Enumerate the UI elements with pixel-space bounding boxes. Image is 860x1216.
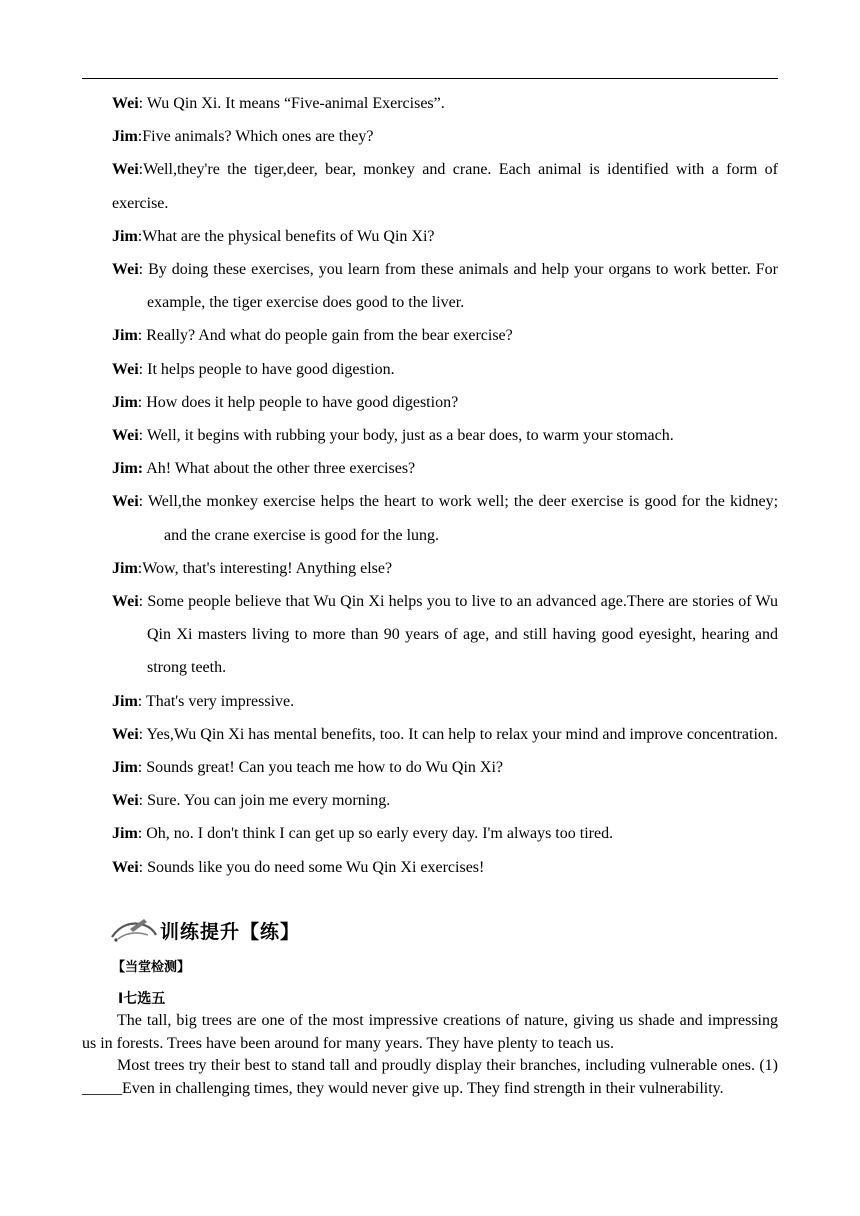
dialogue-text: How does it help people to have good digestion?: [146, 393, 459, 411]
dialogue-text: Five animals? Which ones are they?: [142, 128, 374, 146]
speaker-name: Wei: [112, 427, 139, 445]
section-header: [110, 912, 300, 948]
dialogue-line: [112, 685, 778, 718]
speaker-name: Wei: [112, 725, 139, 743]
dialogue-text: Wu Qin Xi. It means “Five-animal Exercises”.: [146, 95, 445, 112]
dialogue-text: Ah! What about the other three exercises?: [146, 460, 416, 478]
speaker-separator: :: [138, 725, 147, 743]
dialogue-line: [112, 120, 778, 153]
speaker-separator: :: [138, 427, 147, 445]
speaker-separator: :: [137, 227, 143, 245]
speaker-separator: :: [138, 360, 148, 378]
speaker-name: Jim: [112, 327, 138, 345]
speaker-separator: :: [137, 393, 147, 411]
passage-paragraph: Most trees try their best to stand tall and proudly display their branches, including vulnerable ones. (1) _____Even in challenging times, they would never give up. They find strength in their vulnerability.: [82, 1057, 778, 1097]
speaker-separator: :: [138, 161, 144, 179]
dialogue-text: Wow, that's interesting! Anything else?: [142, 559, 393, 577]
dialogue-text: By doing these exercises, you learn from these animals and help your organs to work better. For example, the tiger exercise does good to the liver.: [147, 261, 778, 312]
dialogue-line: [112, 485, 778, 551]
speaker-name: Jim: [112, 692, 138, 710]
speaker-name: Wei: [112, 95, 139, 112]
pen-swoosh-icon: [110, 915, 160, 945]
speaker-separator: :: [137, 759, 147, 777]
dialogue-line: [112, 784, 778, 817]
speaker-name: Wei: [112, 858, 139, 876]
dialogue-text: It helps people to have good digestion.: [147, 360, 395, 378]
speaker-name: Wei: [112, 493, 139, 511]
dialogue-text: Well, it begins with rubbing your body, just as a bear does, to warm your stomach.: [146, 427, 674, 445]
dialogue-text: Well,the monkey exercise helps the heart to work well; the deer exercise is good for the kidney; and the crane exercise is good for the lung.: [147, 493, 779, 544]
dialogue-line: [112, 220, 778, 253]
dialogue: [112, 87, 778, 884]
dialogue-line: [112, 153, 778, 219]
dialogue-text: Sounds great! Can you teach me how to do Wu Qin Xi?: [146, 759, 504, 777]
dialogue-line: [112, 817, 778, 850]
passage-paragraph: The tall, big trees are one of the most impressive creations of nature, giving us shade and impressing us in forests. Trees have been around for many years. They have plenty to teach us.: [82, 1012, 778, 1052]
dialogue-line: [112, 585, 778, 685]
speaker-name: Wei: [112, 161, 139, 179]
speaker-separator: :: [137, 825, 147, 843]
speaker-separator: :: [137, 327, 147, 345]
passage: [82, 1010, 778, 1100]
speaker-name: Wei: [112, 261, 139, 279]
dialogue-line: [112, 87, 778, 120]
dialogue-text: What are the physical benefits of Wu Qin Xi?: [142, 227, 435, 245]
dialogue-text: That's very impressive.: [145, 692, 295, 710]
header-rule: [82, 78, 778, 79]
speaker-name: Jim: [112, 759, 138, 777]
speaker-separator: :: [138, 593, 148, 611]
dialogue-line: [112, 319, 778, 352]
dialogue-line: [112, 419, 778, 452]
speaker-separator: :: [138, 261, 149, 279]
section-title: 训练提升【练】: [160, 920, 301, 943]
speaker-name: Jim: [112, 393, 138, 411]
speaker-name: Wei: [112, 792, 139, 810]
dialogue-line: [112, 253, 778, 319]
dialogue-line: [112, 552, 778, 585]
speaker-separator: :: [138, 95, 147, 112]
dialogue-text: Sounds like you do need some Wu Qin Xi exercises!: [147, 858, 485, 876]
dialogue-line: [112, 386, 778, 419]
speaker-separator: :: [137, 692, 146, 710]
dialogue-text: Yes,Wu Qin Xi has mental benefits, too. It can help to relax your mind and improve concentration.: [146, 725, 778, 743]
dialogue-text: Sure. You can join me every morning.: [147, 792, 391, 810]
speaker-separator: :: [138, 858, 148, 876]
dialogue-line: [112, 353, 778, 386]
dialogue-line: [112, 751, 778, 784]
speaker-name: Jim: [112, 825, 138, 843]
subheading: 【当堂检测】: [112, 960, 191, 975]
dialogue-line: [112, 718, 778, 751]
dialogue-line: [112, 452, 778, 485]
speaker-name: Jim:: [112, 460, 144, 478]
part-title: Ⅰ七选五: [118, 991, 166, 1007]
speaker-separator: :: [138, 493, 148, 511]
speaker-name: Jim: [112, 227, 138, 245]
dialogue-text: Well,they're the tiger,deer, bear, monkey and crane. Each animal is identified with a form of exercise.: [112, 161, 778, 212]
speaker-separator: :: [137, 559, 143, 577]
speaker-name: Wei: [112, 360, 139, 378]
dialogue-line: [112, 851, 778, 884]
speaker-name: Jim: [112, 559, 138, 577]
speaker-name: Jim: [112, 128, 138, 146]
dialogue-text: Some people believe that Wu Qin Xi helps you to live to an advanced age.There are stories of Wu Qin Xi masters living to more than 90 years of age, and still having good eyesight, hearing and strong teeth.: [147, 593, 778, 677]
speaker-name: Wei: [112, 593, 139, 611]
speaker-separator: :: [137, 128, 143, 146]
speaker-separator: :: [138, 792, 148, 810]
dialogue-text: Really? And what do people gain from the bear exercise?: [146, 327, 513, 345]
dialogue-text: Oh, no. I don't think I can get up so early every day. I'm always too tired.: [146, 825, 614, 843]
